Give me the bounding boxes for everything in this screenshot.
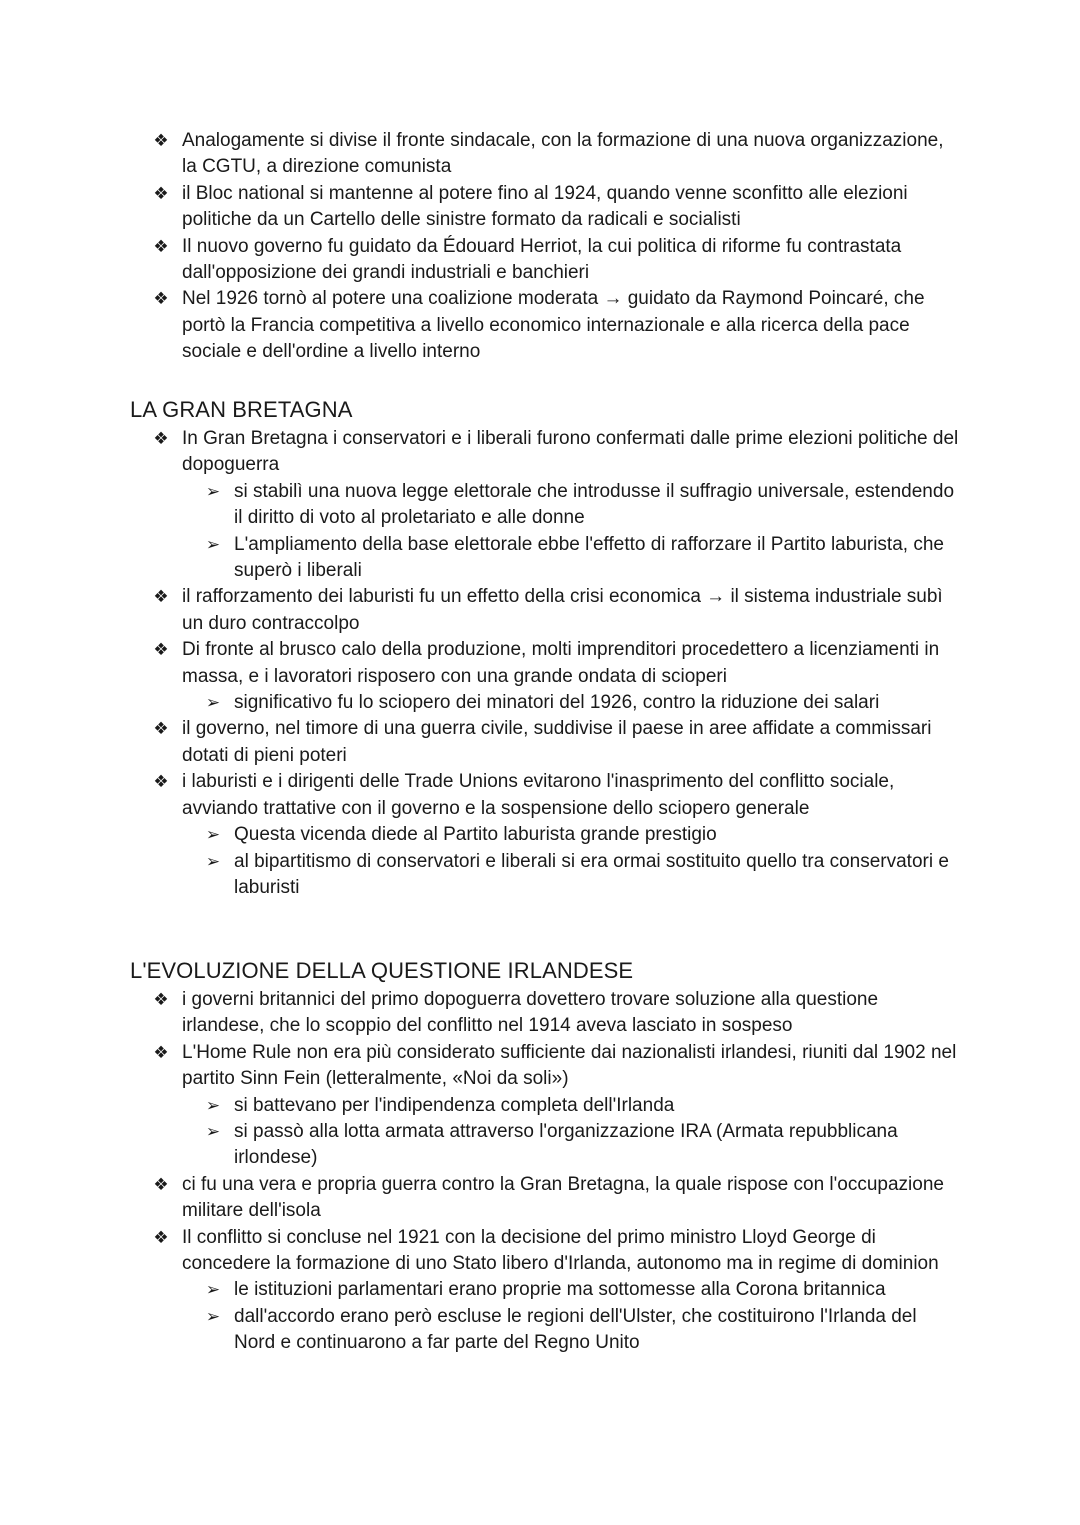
- list-item: [130, 426, 960, 479]
- sub-list-item: [130, 532, 960, 585]
- list-item-text: Il conflitto si concluse nel 1921 con la decisione del primo ministro Lloyd George di concedere la formazione di uno Stato libero d'Irlanda, autonomo ma in regime di dominion: [182, 1226, 939, 1275]
- list-item-text: si battevano per l'indipendenza completa dell'Irlanda: [234, 1094, 675, 1116]
- sub-list-item: [130, 690, 960, 716]
- arrow-bullet-icon: ➢: [205, 1280, 221, 1300]
- list-item: [130, 128, 960, 181]
- diamond-bullet-icon: ❖: [153, 1042, 169, 1062]
- list-item: [130, 769, 960, 822]
- list-item: [130, 286, 960, 365]
- sub-list-item: [130, 1304, 960, 1357]
- list-item-text: Analogamente si divise il fronte sindacale, con la formazione di una nuova organizzazione, la CGTU, a direzione comunista: [182, 130, 944, 178]
- list-item-text: al bipartitismo di conservatori e liberali si era ormai sostituito quello tra conservatori e laburisti: [234, 850, 949, 898]
- arrow-bullet-icon: ➢: [205, 851, 221, 871]
- diamond-bullet-icon: ❖: [153, 640, 169, 660]
- diamond-bullet-icon: ❖: [153, 772, 169, 792]
- section-heading: LA GRAN BRETAGNA: [130, 397, 353, 422]
- list-item: [130, 987, 960, 1040]
- arrow-bullet-icon: ➢: [205, 1306, 221, 1326]
- diamond-bullet-icon: ❖: [153, 131, 169, 150]
- sub-list-item: [130, 1119, 960, 1172]
- list-item-text: i laburisti e i dirigenti delle Trade Unions evitarono l'inasprimento del conflitto sociale, avviando trattative con il governo e la sospensione dello sciopero generale: [182, 771, 895, 819]
- diamond-bullet-icon: ❖: [153, 719, 169, 739]
- diamond-bullet-icon: ❖: [153, 236, 169, 256]
- diamond-bullet-icon: ❖: [153, 429, 169, 448]
- list-item-text: Di fronte al brusco calo della produzione, molti imprenditori procedettero a licenziamenti in massa, e i lavoratori risposero con una grande ondata di scioperi: [182, 639, 940, 687]
- diamond-bullet-icon: ❖: [153, 1227, 169, 1247]
- list-item-text: i governi britannici del primo dopoguerra dovettero trovare soluzione alla questione irlandese, che lo scoppio del conflitto nel 1914 aveva lasciato in sospeso: [182, 989, 879, 1037]
- section-gran-bretagna: [130, 396, 960, 901]
- diamond-bullet-icon: ❖: [153, 289, 169, 309]
- arrow-bullet-icon: ➢: [205, 481, 221, 501]
- list-item: [130, 1040, 960, 1093]
- diamond-bullet-icon: ❖: [153, 587, 169, 607]
- sub-list-item: [130, 849, 960, 902]
- section-heading: L'EVOLUZIONE DELLA QUESTIONE IRLANDESE: [130, 958, 634, 983]
- list-item-text: ci fu una vera e propria guerra contro la Gran Bretagna, la quale rispose con l'occupazione militare dell'isola: [182, 1173, 944, 1222]
- list-item-text: si passò alla lotta armata attraverso l'organizzazione IRA (Armata repubblicana irlondese): [234, 1121, 898, 1169]
- list-item-text: L'ampliamento della base elettorale ebbe l'effetto di rafforzare il Partito laburista, che superò i liberali: [234, 533, 944, 582]
- list-item-text: le istituzioni parlamentari erano proprie ma sottomesse alla Corona britannica: [234, 1279, 886, 1301]
- sub-list-item: [130, 1277, 960, 1303]
- list-item: [130, 1172, 960, 1225]
- list-item: [130, 234, 960, 287]
- list-item-text: il rafforzamento dei laburisti fu un effetto della crisi economica → il sistema industriale subì un duro contraccolpo: [182, 586, 943, 634]
- list-item-text: si stabilì una nuova legge elettorale che introdusse il suffragio universale, estendendo il diritto di voto al proletariato e alle donne: [234, 480, 955, 529]
- diamond-bullet-icon: ❖: [153, 183, 169, 203]
- list-item-text: il Bloc national si mantenne al potere fino al 1924, quando venne sconfitto alle elezioni politiche da un Cartello delle sinistre formato da radicali e socialisti: [182, 182, 908, 231]
- list-item-text: significativo fu lo sciopero dei minatori del 1926, contro la riduzione dei salari: [234, 692, 880, 714]
- section-questione-irlandese: [130, 957, 960, 1357]
- diamond-bullet-icon: ❖: [153, 990, 169, 1009]
- list-item-text: Il nuovo governo fu guidato da Édouard Herriot, la cui politica di riforme fu contrastata dall'opposizione dei grandi industriali e banchieri: [182, 235, 902, 284]
- arrow-bullet-icon: ➢: [205, 693, 221, 713]
- list-item-text: L'Home Rule non era più considerato sufficiente dai nazionalisti irlandesi, riuniti dal 1902 nel partito Sinn Fein (letteralmente, «Noi da soli»): [182, 1041, 957, 1090]
- section-france-continued: [130, 128, 960, 366]
- sub-list-item: [130, 1093, 960, 1119]
- list-item: [130, 181, 960, 234]
- sub-list-item: [130, 479, 960, 532]
- diamond-bullet-icon: ❖: [153, 1174, 169, 1194]
- list-item: [130, 716, 960, 769]
- arrow-bullet-icon: ➢: [205, 825, 221, 845]
- list-item-text: dall'accordo erano però escluse le regioni dell'Ulster, che costituirono l'Irlanda del Nord e continuarono a far parte del Regno Unito: [234, 1305, 917, 1354]
- list-item-text: il governo, nel timore di una guerra civile, suddivise il paese in aree affidate a commissari dotati di pieni poteri: [182, 718, 932, 766]
- arrow-bullet-icon: ➢: [205, 534, 221, 554]
- arrow-bullet-icon: ➢: [205, 1095, 221, 1115]
- list-item: [130, 584, 960, 637]
- list-item-text: In Gran Bretagna i conservatori e i liberali furono confermati dalle prime elezioni politiche del dopoguerra: [182, 428, 959, 476]
- list-item: [130, 637, 960, 690]
- arrow-bullet-icon: ➢: [205, 1122, 221, 1142]
- list-item-text: Questa vicenda diede al Partito laburista grande prestigio: [234, 824, 717, 846]
- list-item-text: Nel 1926 tornò al potere una coalizione moderata → guidato da Raymond Poincaré, che portò la Francia competitiva a livello economico internazionale e alla ricerca della pace sociale e dell'ordine a livello interno: [182, 288, 925, 363]
- list-item: [130, 1225, 960, 1278]
- sub-list-item: [130, 822, 960, 848]
